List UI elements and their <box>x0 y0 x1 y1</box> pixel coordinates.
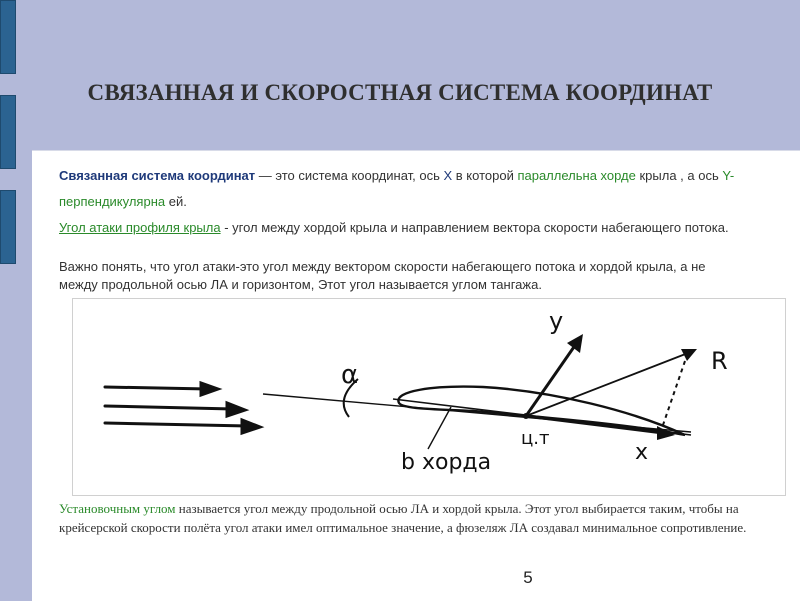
term-body-frame: Связанная система координат <box>59 168 256 183</box>
x-label: x <box>635 440 649 465</box>
slide-title: СВЯЗАННАЯ И СКОРОСТНАЯ СИСТЕМА КООРДИНАТ <box>87 80 713 105</box>
para2-text: - угол между хордой крыла и направлением вектора скорости набегающего потока. <box>220 220 729 235</box>
parallel-to-chord: параллельна хорде <box>517 168 636 183</box>
page-number: 5 <box>523 568 533 587</box>
side-bar-decor-3 <box>0 190 16 264</box>
side-bar-decor-1 <box>0 0 16 74</box>
r-projection-dotted <box>663 361 685 425</box>
para1-text-4: ей. <box>165 194 187 209</box>
y-axis <box>526 344 576 416</box>
y-label: y <box>549 307 564 335</box>
paragraph-body-frame-definition <box>59 163 744 215</box>
chord-projection <box>428 407 451 449</box>
y-perpendicular: Y-перпендикулярна <box>59 168 735 209</box>
paragraph-important-note: Важно понять, что угол атаки-это угол между вектором скорости набегающего потока и хордой крыла, а не между продольной осью ЛА и горизонтом, Этот угол называется углом тангажа. <box>59 259 706 292</box>
axis-x-letter: Х <box>443 168 453 183</box>
airfoil-sketch <box>72 298 786 496</box>
chord-label: b хорда <box>401 450 492 475</box>
paragraph-setting-angle <box>59 499 759 537</box>
alpha-label: α <box>341 360 359 390</box>
para4-text: называется угол между продольной осью ЛА и хордой крыла. Этот угол выбирается таким, чтобы на крейсерской скорости полёта угол атаки имел оптимальное значение, а фюзеляж ЛА создавал минимальное сопротивление. <box>59 501 747 535</box>
r-label: R <box>711 347 728 375</box>
cg-label: ц.т <box>521 428 550 449</box>
paragraph-angle-of-attack <box>59 215 744 241</box>
airflow-arrows <box>105 383 260 433</box>
term-angle-of-attack-link[interactable]: Угол атаки профиля крыла <box>59 220 221 235</box>
para1-text-2: в которой <box>452 168 518 183</box>
term-setting-angle: Установочным углом <box>59 501 176 516</box>
center-of-gravity-dot <box>523 413 529 419</box>
para1-text-3: крыла , а ось <box>635 168 723 183</box>
para1-text-1: — это система координат, ось <box>255 168 444 183</box>
side-bar-decor-2 <box>0 95 16 169</box>
